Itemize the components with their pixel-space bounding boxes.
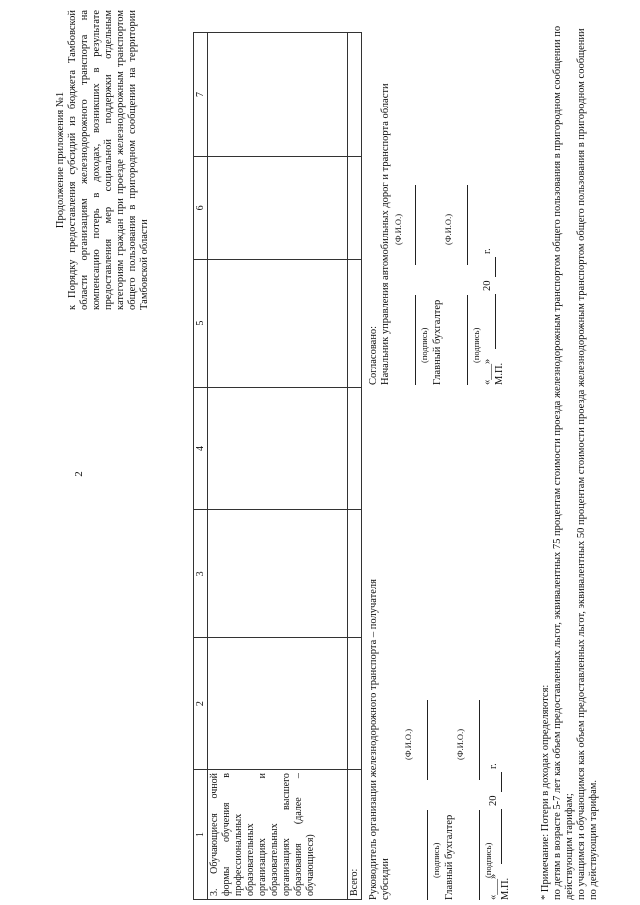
total-row <box>348 33 362 900</box>
table-cell <box>348 156 362 259</box>
date-prefix: «___» <box>482 358 493 385</box>
appendix-title: Продолжение приложения №1 <box>55 91 66 229</box>
table-cell <box>208 33 348 157</box>
fio-caption: (Ф.И.О.) <box>443 213 453 245</box>
stamp-label: М.П. <box>500 877 511 900</box>
stamp-label: М.П. <box>494 362 505 385</box>
table-cell <box>348 638 362 770</box>
signature-line <box>466 810 480 900</box>
date-year-prefix: 20 <box>482 280 493 291</box>
table-header-cell: 2 <box>194 638 208 770</box>
date-suffix: г. <box>488 763 499 769</box>
chief-accountant-label: Главный бухгалтер <box>444 814 455 900</box>
fio-line <box>454 185 468 265</box>
table-cell <box>208 510 348 638</box>
table-header-cell: 4 <box>194 387 208 510</box>
chief-accountant-label: Главный бухгалтер <box>432 299 443 385</box>
recipient-title: Руководитель организации железнодорожного транспорта – получателя субсидии <box>368 579 391 900</box>
table-cell <box>208 259 348 387</box>
category-cell: 3. Обучающиеся очной формы обучения в профессиональных образовательных организациях и образовательных организациях высшего образования (далее – обучающиеся) <box>208 770 348 900</box>
footnote-students: по учащимся и обучающимся как объем предоставленных льгот, эквивалентных 50 процентам стоимости проезда железнодорожным транспортом общего пользования в пригородном сообщении по действующим тарифам. <box>576 28 599 900</box>
page-number: 2 <box>72 471 85 477</box>
table-cell <box>348 510 362 638</box>
fio-line <box>402 185 416 265</box>
date-prefix: «___» <box>488 873 499 900</box>
agreement-signature-block <box>368 45 512 385</box>
table-header-cell: 6 <box>194 156 208 259</box>
total-label: Всего: <box>348 770 362 900</box>
date-year-prefix: 20 <box>488 795 499 806</box>
table-header-cell: 3 <box>194 510 208 638</box>
signature-caption: (подпись) <box>471 327 481 363</box>
fio-line <box>466 700 480 780</box>
agreed-label: Согласовано: <box>368 325 379 385</box>
table-header-cell: 5 <box>194 259 208 387</box>
table-cell <box>208 156 348 259</box>
signature-caption: (подпись) <box>483 842 493 878</box>
appendix-header <box>55 10 151 310</box>
table-cell <box>208 387 348 510</box>
agreed-title: Начальник управления автомобильных дорог и транспорта области <box>380 83 391 385</box>
table-cell <box>208 638 348 770</box>
fio-caption: (Ф.И.О.) <box>403 728 413 760</box>
table-cell <box>348 33 362 157</box>
table-cell <box>348 387 362 510</box>
subsidy-table <box>193 32 362 900</box>
year-line <box>482 257 496 277</box>
fio-caption: (Ф.И.О.) <box>455 728 465 760</box>
table-header-cell: 1 <box>194 770 208 900</box>
signature-line <box>414 810 428 900</box>
year-line <box>488 772 502 792</box>
footnote-children: по детям в возрасте 5-7 лет как объем предоставленных льгот, эквивалентных 75 процентам стоимости проезда железнодорожным транспортом общего пользования в пригородном сообщении по действующим тарифам; <box>552 25 575 900</box>
table-cell <box>348 259 362 387</box>
footnote-title: * Примечание: Потери в доходах определяются: <box>540 684 551 900</box>
date-suffix: г. <box>482 248 493 254</box>
table-row <box>208 33 348 900</box>
table-header-cell: 7 <box>194 33 208 157</box>
date-line <box>488 809 502 864</box>
fio-caption: (Ф.И.О.) <box>393 213 403 245</box>
table-header-row <box>194 33 208 900</box>
recipient-signature-block <box>368 570 512 900</box>
fio-line <box>414 700 428 780</box>
appendix-subtitle: к Порядку предоставления субсидий из бюджета Тамбовской области организациям железнодорожного транспорта на компенсацию потерь в доходах, возникших в результате предоставления мер социальной поддержки отдельным категориям граждан при проезде железнодорожным транспортом общего пользования в пригородном сообщении на территории Тамбовской области <box>67 10 150 310</box>
signature-line <box>454 295 468 385</box>
signature-caption: (подпись) <box>419 327 429 363</box>
signature-line <box>402 295 416 385</box>
footnote <box>540 20 600 900</box>
signature-caption: (подпись) <box>431 842 441 878</box>
date-line <box>482 294 496 349</box>
